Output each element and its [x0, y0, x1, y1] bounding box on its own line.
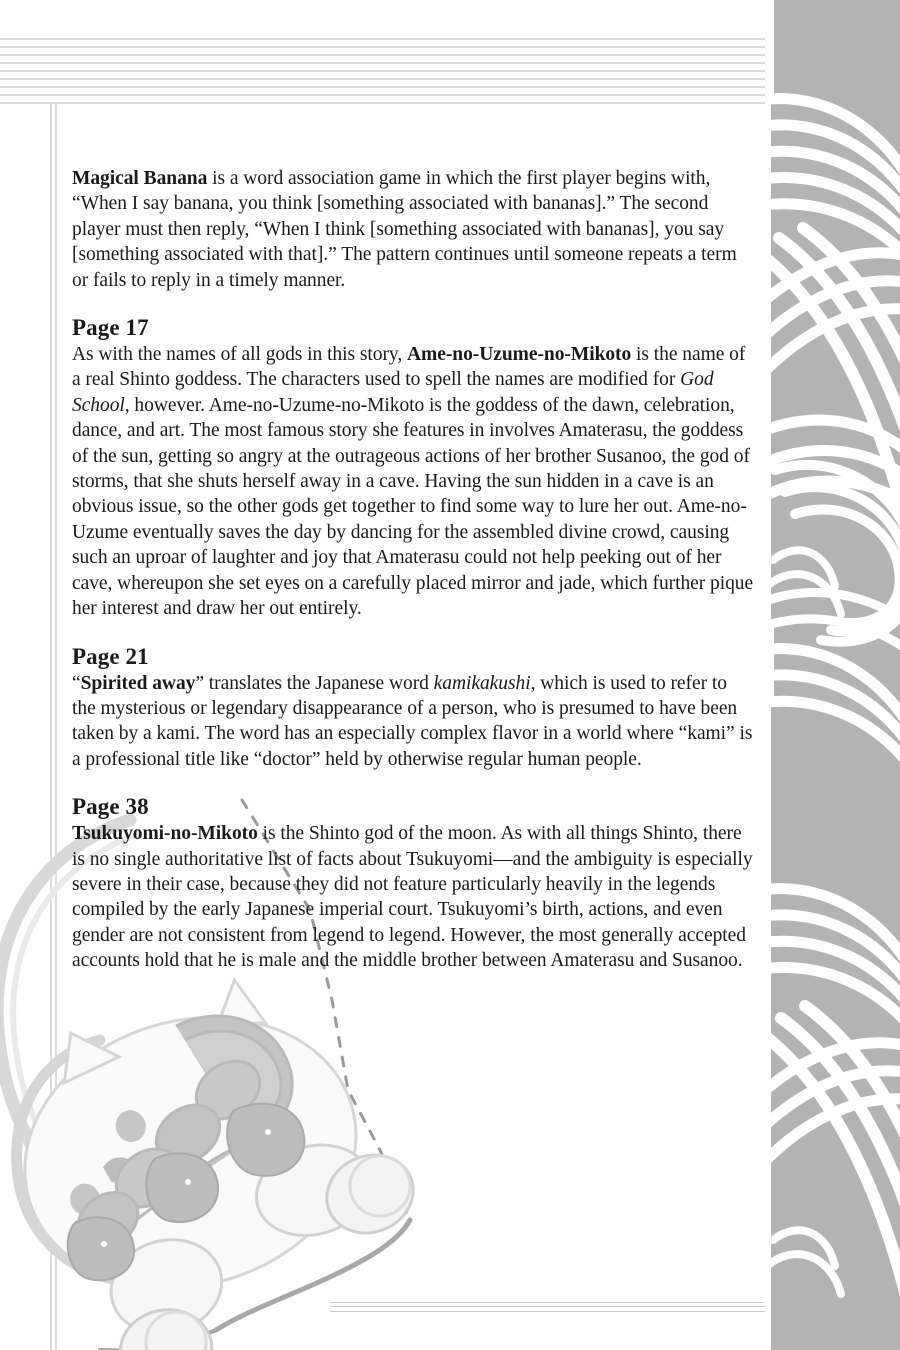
p38-bold-term: Tsukuyomi-no-Mikoto [72, 823, 258, 845]
text-column [72, 166, 755, 983]
bottom-rule-group [330, 1302, 765, 1316]
bottom-rule [330, 1306, 765, 1307]
section-heading-page-17: Page 17 [72, 315, 149, 341]
top-rule [0, 54, 765, 56]
p21-part3: , which is used to refer to the mysterious or legendary disappearance of a person, who is presumed to have been taken by a kami. The word has an especially complex flavor in a world where “kami” is a professional title like “doctor” held by otherwise regular human people. [72, 672, 753, 770]
top-rule [0, 70, 765, 72]
p17-part3: , however. Ame-no-Uzume-no-Mikoto is the goddess of the dawn, celebration, dance, and art. The most famous story she features in involves Amaterasu, the goddess of the sun, getting so angry at the outrageous actions of her brother Susanoo, the god of storms, that she shuts herself away in a cave. Having the sun hidden in a cave is an obvious issue, so the other gods get together to find some way to lure her out. Ame-no-Uzume eventually saves the day by dancing for the assembled divine crowd, causing such an uproar of laughter and joy that Amaterasu could not help peeking out of her cave, whereupon she set eyes on a carefully placed mirror and jade, which further pique her interest and draw her out entirely. [72, 394, 754, 620]
top-rule [0, 62, 765, 64]
top-rule [0, 102, 765, 104]
p21-italic-term: kamikakushi [433, 672, 531, 694]
section-heading-page-21: Page 21 [72, 643, 149, 669]
p17-italic-title: God School [72, 369, 714, 416]
top-rule [0, 38, 765, 40]
bottom-rule [330, 1311, 765, 1312]
p38-part2: is the Shinto god of the moon. As with all things Shinto, there is no single authoritative list of facts about Tsukuyomi—and the ambiguity is especially severe in their case, because they did not feature particularly heavily in the legends compiled by the early Japanese imperial court. Tsukuyomi’s birth, actions, and even gender are not consistent from legend to legend. However, the most generally accepted accounts hold that he is male and the middle brother between Amaterasu and Susanoo. [72, 823, 753, 972]
section-heading-page-38: Page 38 [72, 794, 149, 820]
section-body-page-17 [72, 342, 755, 621]
intro-body: is a word association game in which the first player begins with, “When I say banana, you think [something associated with bananas].” The second player must then reply, “When I think [something associated with bananas], you say [something associated with that].” The pattern continues until someone repeats a term or fails to reply in a timely manner. [72, 168, 737, 291]
top-rule [0, 86, 765, 88]
p17-part1: As with the names of all gods in this story, [72, 344, 408, 366]
left-vertical-rule [50, 104, 57, 1350]
top-rule [0, 78, 765, 80]
p21-part2: ” translates the Japanese word [195, 672, 434, 694]
intro-lead-term: Magical Banana [72, 168, 208, 189]
p21-part1: “ [72, 672, 81, 694]
intro-paragraph [72, 166, 755, 293]
p21-bold-term: Spirited away [80, 672, 196, 694]
right-decorative-band [765, 0, 900, 1350]
top-rule-group [0, 38, 765, 110]
top-rule [0, 46, 765, 48]
p17-part2: is the name of a real Shinto goddess. The characters used to spell the names are modified for [72, 344, 746, 391]
top-rule [0, 94, 765, 96]
bottom-rule [330, 1302, 765, 1303]
p17-bold-term: Ame-no-Uzume-no-Mikoto [407, 344, 632, 366]
section-body-page-38 [72, 821, 755, 973]
section-body-page-21 [72, 671, 755, 773]
